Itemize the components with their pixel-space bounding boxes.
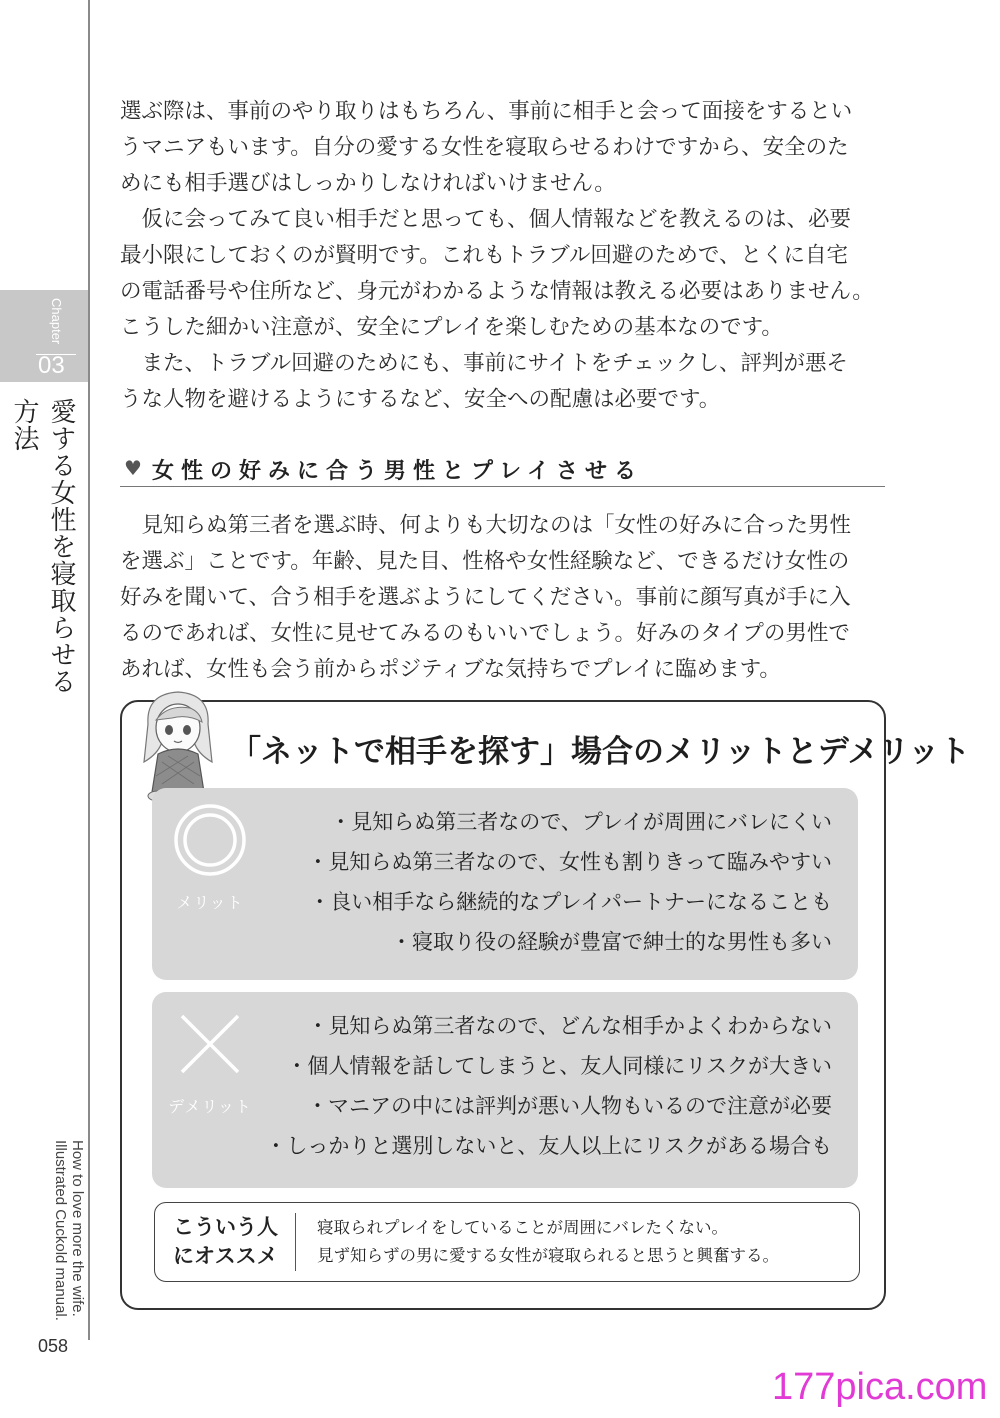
recommendation-label bbox=[173, 1213, 283, 1271]
text-line: こうした細かい注意が、安全にプレイを楽しむための基本なのです。 bbox=[120, 315, 783, 340]
girl-illustration bbox=[128, 684, 228, 804]
text-line: めにも相手選びはしっかりしなければいけません。 bbox=[120, 171, 616, 196]
list-item: ・個人情報を話してしまうと、友人同様にリスクが大きい bbox=[286, 1054, 832, 1078]
english-subtitle: How to love more the wife. Illustrated Cuckold manual. bbox=[52, 1140, 86, 1321]
list-item: ・マニアの中には評判が悪い人物もいるので注意が必要 bbox=[307, 1094, 832, 1118]
box-title: 「ネットで相手を探す」場合のメリットとデメリット bbox=[230, 734, 971, 770]
text-line: 好みを聞いて、合う相手を選ぶようにしてください。事前に顔写真が手に入 bbox=[120, 585, 851, 610]
section-heading-text: 女性の好みに合う男性とプレイさせる bbox=[152, 459, 644, 484]
page-number: 058 bbox=[38, 1336, 69, 1356]
text-line: うマニアもいます。自分の愛する女性を寝取らせるわけですから、安全のた bbox=[120, 135, 849, 160]
cross-mark-icon bbox=[172, 1006, 248, 1082]
text-line: るのであれば、女性に見せてみるのもいいでしょう。好みのタイプの男性で bbox=[120, 621, 850, 646]
recommendation-text bbox=[317, 1214, 779, 1270]
text-line: 見知らぬ第三者を選ぶ時、何よりも大切なのは「女性の好みに合った男性 bbox=[120, 513, 852, 538]
heading-underline bbox=[120, 486, 885, 487]
heart-icon: ♥ bbox=[124, 456, 142, 480]
list-item: ・見知らぬ第三者なので、プレイが周囲にバレにくい bbox=[330, 810, 832, 834]
list-item: ・寝取り役の経験が豊富で紳士的な男性も多い bbox=[391, 930, 832, 954]
demerit-panel bbox=[152, 992, 858, 1188]
recommendation-label-line: にオススメ bbox=[173, 1244, 278, 1268]
text-line: の電話番号や住所など、身元がわかるような情報は教える必要はありません。 bbox=[120, 279, 874, 304]
chapter-label: Chapter bbox=[49, 298, 64, 345]
recommendation-label-line: こういう人 bbox=[173, 1215, 278, 1239]
watermark: 177pica.com bbox=[772, 1366, 988, 1408]
recommendation-box bbox=[154, 1202, 860, 1282]
text-line: あれば、女性も会う前からポジティブな気持ちでプレイに臨めます。 bbox=[120, 657, 781, 682]
list-item: ・しっかりと選別しないと、友人以上にリスクがある場合も bbox=[265, 1134, 832, 1158]
text-line: を選ぶ」ことです。年齢、見た目、性格や女性経験など、できるだけ女性の bbox=[120, 549, 850, 574]
margin-rule bbox=[88, 0, 90, 1340]
text-line: うな人物を避けるようにするなど、安全への配慮は必要です。 bbox=[120, 387, 721, 412]
demerit-list bbox=[265, 1006, 832, 1166]
merit-label: メリット bbox=[176, 893, 244, 912]
intro-text bbox=[120, 94, 890, 418]
merit-list bbox=[307, 802, 832, 962]
demerit-label: デメリット bbox=[168, 1097, 252, 1116]
list-item: ・見知らぬ第三者なので、女性も割りきって臨みやすい bbox=[307, 850, 832, 874]
list-item: ・良い相手なら継続的なプレイパートナーになることも bbox=[309, 890, 832, 914]
merit-demerit-box bbox=[120, 700, 971, 1310]
recommendation-divider bbox=[295, 1213, 296, 1271]
section-heading bbox=[120, 452, 885, 488]
recommendation-line: 見ず知らずの男に愛する女性が寝取られると思うと興奮する。 bbox=[317, 1246, 779, 1265]
chapter-title: 愛する女性を寝取らせる方法 bbox=[9, 398, 76, 695]
merit-panel bbox=[152, 788, 858, 980]
circle-mark-icon bbox=[172, 802, 248, 878]
section-text bbox=[120, 508, 890, 688]
recommendation-line: 寝取られプレイをしていることが周囲にバレたくない。 bbox=[317, 1218, 729, 1237]
text-line: 最小限にしておくのが賢明です。これもトラブル回避のためで、とくに自宅 bbox=[120, 243, 848, 268]
text-line: 仮に会ってみて良い相手だと思っても、個人情報などを教えるのは、必要 bbox=[120, 207, 852, 232]
chapter-number: 03 bbox=[38, 352, 65, 379]
text-line: また、トラブル回避のためにも、事前にサイトをチェックし、評判が悪そ bbox=[120, 351, 848, 376]
text-line: 選ぶ際は、事前のやり取りはもちろん、事前に相手と会って面接をするとい bbox=[120, 99, 853, 124]
list-item: ・見知らぬ第三者なので、どんな相手かよくわからない bbox=[307, 1014, 832, 1038]
